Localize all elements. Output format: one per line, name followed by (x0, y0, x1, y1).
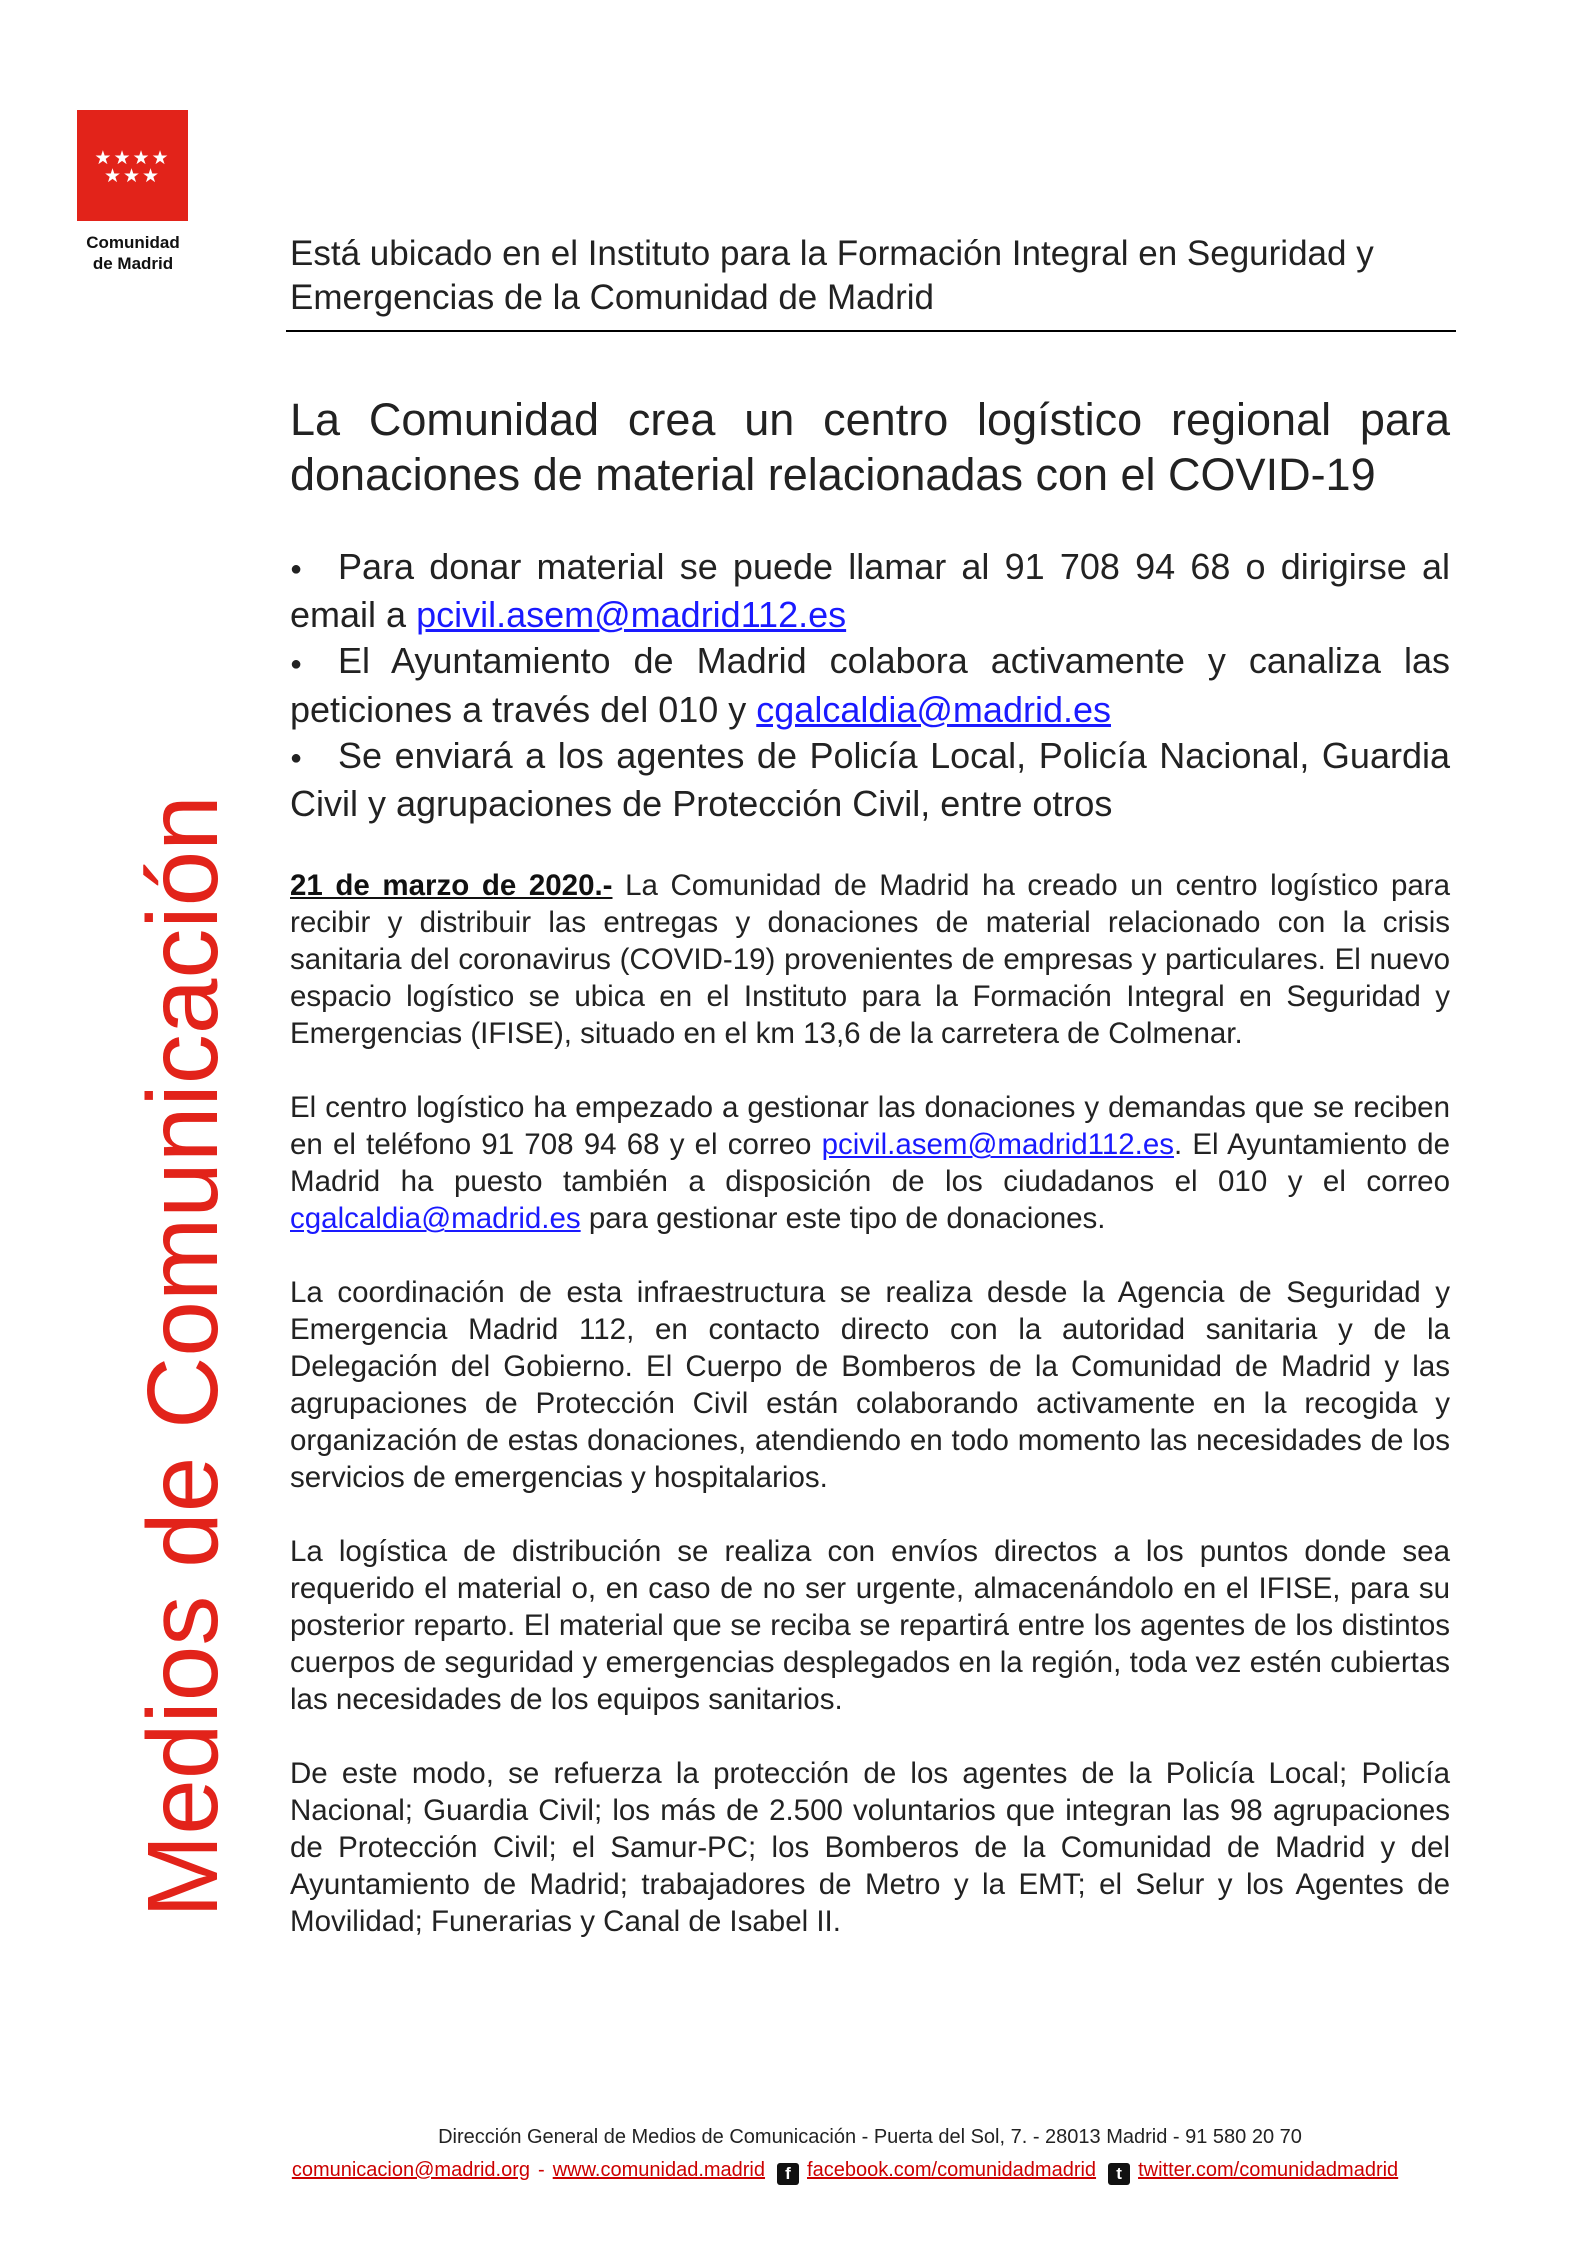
facebook-icon: f (777, 2163, 799, 2185)
paragraph-text: El centro logístico ha empezado a gestionar las donaciones y demandas que se reciben en el teléfono 91 708 94 68 y el correo (290, 1091, 1450, 1162)
headline: La Comunidad crea un centro logístico regional para donaciones de material relacionadas con el COVID-19 (290, 394, 1450, 500)
logo-text-line1: Comunidad (86, 233, 180, 252)
paragraph-text: La Comunidad de Madrid ha creado un centro logístico para recibir y distribuir las entregas y donaciones de material relacionado con la crisis sanitaria del coronavirus (COVID-19) provenientes de empresas y particulares. El nuevo espacio logístico se ubica en el Instituto para la Formación Integral en Seguridad y Emergencias (IFISE), situado en el km 13,6 de la carretera de Colmenar. (290, 869, 1450, 1051)
bullet-text: Se enviará a los agentes de Policía Local, Policía Nacional, Guardia Civil y agrupaciones de Protección Civil, entre otros (290, 734, 1450, 825)
paragraph-5: De este modo, se refuerza la protección de los agentes de la Policía Local; Policía Nacional; Guardia Civil; los más de 2.500 voluntarios que integran las 98 agrupaciones de Protección Civil; el Samur-PC; los Bomberos de la Comunidad de Madrid y del Ayuntamiento de Madrid; trabajadores de Metro y la EMT; el Selur y los Agentes de Movilidad; Funerarias y Canal de Isabel II. (290, 1757, 1450, 1939)
bullet-item (290, 638, 1450, 732)
footer-web-link[interactable]: www.comunidad.madrid (552, 2159, 766, 2181)
logo-stars-top: ★★★★ (94, 148, 171, 169)
paragraph-text: para gestionar este tipo de donaciones. (580, 1202, 1106, 1236)
bullet-list (290, 544, 1450, 827)
vertical-section-title: Medios de Comunicación (127, 795, 239, 1918)
bullet-dot-icon: ● (290, 747, 303, 770)
release-date: 21 de marzo de 2020.- (290, 869, 613, 903)
logo-stars-bottom: ★★★ (103, 166, 162, 187)
footer-facebook-link[interactable]: facebook.com/comunidadmadrid (807, 2159, 1097, 2181)
paragraph-text: . El Ayuntamiento de Madrid ha puesto también a disposición de los ciudadanos el 010 y el correo (290, 1128, 1450, 1199)
bullet-text: Para donar material se puede llamar al 91 708 94 68 o dirigirse al email a (290, 546, 1450, 636)
email-link-cgalcaldia-body[interactable]: cgalcaldia@madrid.es (290, 1202, 581, 1236)
footer-address: Dirección General de Medios de Comunicación - Puerta del Sol, 7. - 28013 Madrid - 91 580 20 70 (438, 2126, 1302, 2148)
logo-text (66, 232, 200, 274)
subtitle: Está ubicado en el Instituto para la Formación Integral en Seguridad y Emergencias de la Comunidad de Madrid (286, 232, 1456, 332)
press-release-content (290, 232, 1450, 1977)
footer-email-link[interactable]: comunicacion@madrid.org (291, 2159, 531, 2181)
bullet-dot-icon: ● (290, 558, 303, 581)
logo-text-line2: de Madrid (92, 254, 174, 273)
bullet-text: El Ayuntamiento de Madrid colabora activamente y canaliza las peticiones a través del 010 y (290, 640, 1450, 730)
email-link-pcivil-body[interactable]: pcivil.asem@madrid112.es (821, 1128, 1174, 1162)
bullet-dot-icon: ● (290, 652, 303, 675)
paragraph-4: La logística de distribución se realiza con envíos directos a los puntos donde sea requerido el material o, en caso de no ser urgente, almacenándolo en el IFISE, para su posterior reparto. El material que se reciba se repartirá entre los agentes de los distintos cuerpos de seguridad y emergencias desplegados en la región, toda vez estén cubiertas las necesidades de los equipos sanitarios. (290, 1535, 1450, 1717)
bullet-item (290, 733, 1450, 827)
bullet-item (290, 544, 1450, 638)
paragraph-2 (290, 1089, 1450, 1237)
footer-twitter-link[interactable]: twitter.com/comunidadmadrid (1138, 2159, 1399, 2181)
paragraph-1 (290, 867, 1450, 1052)
email-link-cgalcaldia[interactable]: cgalcaldia@madrid.es (756, 688, 1111, 730)
footer-separator: - (538, 2159, 545, 2181)
article-body (290, 867, 1450, 1940)
email-link-pcivil[interactable]: pcivil.asem@madrid112.es (416, 594, 847, 636)
footer-links (180, 2157, 1510, 2185)
twitter-icon: t (1108, 2163, 1130, 2185)
paragraph-3: La coordinación de esta infraestructura se realiza desde la Agencia de Seguridad y Emergencia Madrid 112, en contacto directo con la autoridad sanitaria y de la Delegación del Gobierno. El Cuerpo de Bomberos de la Comunidad de Madrid y las agrupaciones de Protección Civil están colaborando activamente en la recogida y organización de estas donaciones, atendiendo en todo momento las necesidades de los servicios de emergencias y hospitalarios. (290, 1276, 1450, 1495)
comunidad-madrid-logo (77, 110, 188, 221)
